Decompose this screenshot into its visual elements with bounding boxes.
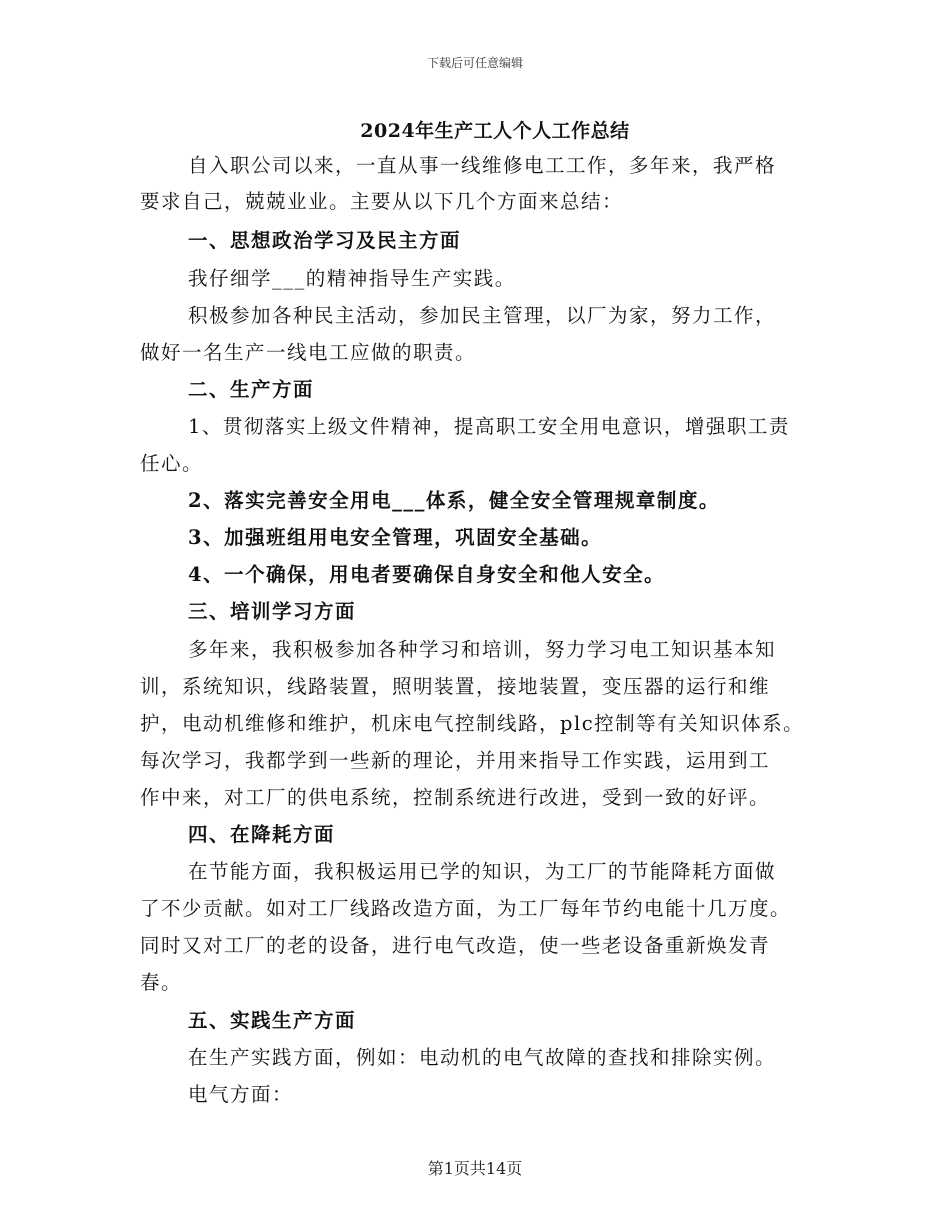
paragraph-line: 做好一名生产一线电工应做的职责。 bbox=[140, 341, 477, 364]
page-number: 第1页共14页 bbox=[427, 1159, 523, 1178]
section-heading: 五、实践生产方面 bbox=[188, 1009, 357, 1032]
paragraph-line: 春。 bbox=[140, 971, 183, 994]
section-heading: 二、生产方面 bbox=[188, 378, 315, 401]
paragraph-line: 1、贯彻落实上级文件精神，提高职工安全用电意识，增强职工责 bbox=[188, 415, 790, 438]
paragraph-line: 电气方面： bbox=[188, 1083, 294, 1106]
bold-item: 2、落实完善安全用电___体系，健全安全管理规章制度。 bbox=[188, 489, 720, 512]
section-heading: 一、思想政治学习及民主方面 bbox=[188, 229, 462, 252]
paragraph-line: 我仔细学___的精神指导生产实践。 bbox=[188, 267, 516, 290]
paragraph-line: 同时又对工厂的老的设备，进行电气改造，使一些老设备重新焕发青 bbox=[140, 934, 771, 957]
paragraph-line: 护，电动机维修和维护，机床电气控制线路，plc控制等有关知识体系。 bbox=[140, 712, 805, 735]
document-title: 2024年生产工人个人工作总结 bbox=[360, 120, 630, 142]
section-heading: 三、培训学习方面 bbox=[188, 600, 357, 623]
paragraph-line: 作中来，对工厂的供电系统，控制系统进行改进，受到一致的好评。 bbox=[140, 786, 771, 809]
paragraph-line: 自入职公司以来，一直从事一线维修电工工作，多年来，我严格 bbox=[188, 154, 777, 177]
paragraph-line: 在生产实践方面，例如：电动机的电气故障的查找和排除实例。 bbox=[188, 1046, 777, 1069]
paragraph-line: 了不少贡献。如对工厂线路改造方面，为工厂每年节约电能十几万度。 bbox=[140, 897, 792, 920]
paragraph-line: 训，系统知识，线路装置，照明装置，接地装置，变压器的运行和维 bbox=[140, 675, 771, 698]
paragraph-line: 积极参加各种民主活动，参加民主管理，以厂为家，努力工作， bbox=[188, 304, 777, 327]
bold-item: 4、一个确保，用电者要确保自身安全和他人安全。 bbox=[188, 563, 666, 586]
paragraph-line: 每次学习，我都学到一些新的理论，并用来指导工作实践，运用到工 bbox=[140, 749, 771, 772]
bold-item: 3、加强班组用电安全管理，巩固安全基础。 bbox=[188, 526, 603, 549]
paragraph-line: 任心。 bbox=[140, 452, 204, 475]
section-heading: 四、在降耗方面 bbox=[188, 823, 336, 846]
page-header-note: 下载后可任意编辑 bbox=[426, 56, 523, 70]
paragraph-line: 在节能方面，我积极运用已学的知识，为工厂的节能降耗方面做 bbox=[188, 860, 777, 883]
paragraph-line: 多年来，我积极参加各种学习和培训，努力学习电工知识基本知 bbox=[188, 638, 777, 661]
paragraph-line: 要求自己，兢兢业业。主要从以下几个方面来总结： bbox=[140, 190, 624, 213]
